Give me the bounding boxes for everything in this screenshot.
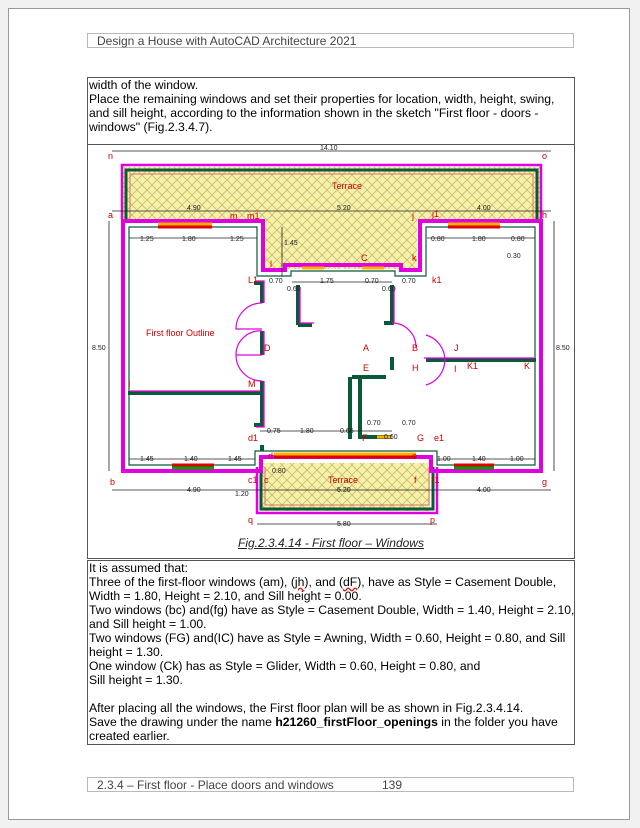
para-spacer bbox=[89, 687, 575, 701]
point-h: h bbox=[542, 210, 548, 220]
footer-page-number: 139 bbox=[382, 778, 403, 792]
dim-bottom-400: 4.00 bbox=[477, 487, 491, 494]
point-J: J bbox=[454, 343, 459, 353]
footer-section: 2.3.4 – First floor - Place doors and windows bbox=[97, 778, 334, 792]
dim-bottom-520: 5.20 bbox=[337, 487, 351, 494]
point-f: f bbox=[414, 475, 417, 485]
dim-125a: 1.25 bbox=[140, 236, 154, 243]
point-D: D bbox=[264, 343, 271, 353]
point-e1: e1 bbox=[434, 433, 445, 443]
dim-right: 4.00 bbox=[477, 205, 491, 212]
point-b: b bbox=[110, 477, 116, 487]
figure-caption: Fig.2.3.4.14 - First floor – Windows bbox=[238, 536, 424, 550]
point-d: d bbox=[268, 451, 274, 461]
dim-bottom-580: 5.80 bbox=[337, 521, 351, 528]
point-c1: c1 bbox=[248, 475, 258, 485]
dim-175: 1.75 bbox=[320, 278, 334, 285]
dim-120: 1.20 bbox=[235, 491, 249, 498]
dim-bottom-490: 4.90 bbox=[187, 487, 201, 494]
body-text bbox=[89, 561, 575, 743]
point-c: c bbox=[264, 475, 269, 485]
dim-070b: 0.70 bbox=[365, 278, 379, 285]
dim-140a: 1.40 bbox=[184, 456, 198, 463]
dim-145a: 1.45 bbox=[140, 456, 154, 463]
dim-065: 0.65 bbox=[340, 428, 354, 435]
para-after-placing: After placing all the windows, the First floor plan will be as shown in Fig.2.3.4.14. bbox=[89, 701, 524, 715]
dim-180c: 1.80 bbox=[300, 428, 314, 435]
point-j: j bbox=[412, 211, 414, 221]
para-sill-height: Sill height = 1.30. bbox=[89, 673, 183, 687]
point-E: E bbox=[363, 363, 370, 373]
point-I: I bbox=[454, 364, 457, 374]
dim-140b: 1.40 bbox=[472, 456, 486, 463]
point-G: G bbox=[417, 433, 425, 443]
point-e: e bbox=[412, 451, 418, 461]
floor-plan-drawing bbox=[92, 145, 570, 533]
dim-060b: 0.60 bbox=[382, 286, 396, 293]
dim-030: 0.30 bbox=[507, 253, 521, 260]
para-assumed: It is assumed that: bbox=[89, 561, 188, 575]
dim-125b: 1.25 bbox=[230, 236, 244, 243]
para-save: Save the drawing under the name h21260_firstFloor_openings in the folder you have created earlier. bbox=[89, 715, 558, 743]
dim-total-top: 14.10 bbox=[320, 145, 338, 152]
para-one-window-glider: One window (Ck) has as Style = Glider, Width = 0.60, Height = 0.80, and bbox=[89, 659, 481, 673]
point-q: q bbox=[248, 515, 254, 525]
point-d1: d1 bbox=[248, 433, 259, 443]
dim-left: 4.90 bbox=[187, 205, 201, 212]
para-two-windows-awning: Two windows (FG) and(IC) have as Style = Awning, Width = 0.60, Height = 0.80, and Sill height = 1.30. bbox=[89, 631, 566, 659]
dim-145v: 1.45 bbox=[284, 240, 298, 247]
point-m: m bbox=[230, 211, 238, 221]
point-k: k bbox=[412, 253, 417, 263]
dim-070c: 0.70 bbox=[402, 278, 416, 285]
point-k1: k1 bbox=[432, 275, 442, 285]
dim-070d: 0.70 bbox=[367, 420, 381, 427]
dim-080b: 0.80 bbox=[511, 236, 525, 243]
dim-060a: 0.60 bbox=[287, 286, 301, 293]
dim-070a: 0.70 bbox=[269, 278, 283, 285]
point-j1: j1 bbox=[432, 209, 440, 219]
point-n: n bbox=[108, 151, 114, 161]
terrace-bottom-label: Terrace bbox=[328, 475, 359, 485]
dim-mid: 5.20 bbox=[337, 205, 351, 212]
dim-075: 0.75 bbox=[267, 428, 281, 435]
dim-100b: 1.00 bbox=[510, 456, 524, 463]
point-m1: m1 bbox=[247, 211, 260, 221]
point-C: C bbox=[361, 253, 368, 263]
header-title: Design a House with AutoCAD Architecture 2021 bbox=[97, 34, 357, 48]
intro-text bbox=[89, 78, 575, 134]
dim-180b: 1.80 bbox=[472, 236, 486, 243]
point-L1: L1 bbox=[248, 275, 259, 285]
dim-060c: 0.60 bbox=[384, 434, 398, 441]
point-K1: K1 bbox=[467, 361, 479, 371]
point-l-left: I bbox=[128, 379, 131, 389]
dim-080a: 0.80 bbox=[431, 236, 445, 243]
point-H: H bbox=[412, 363, 419, 373]
point-a: a bbox=[108, 210, 114, 220]
point-M: M bbox=[248, 379, 256, 389]
intro-line-1: width of the window. bbox=[89, 78, 199, 92]
dim-080v: 0.80 bbox=[272, 468, 286, 475]
dim-100a: 1.00 bbox=[437, 456, 451, 463]
para-two-windows-casement: Two windows (bc) and(fg) have as Style = Casement Double, Width = 1.40, Height = 2.10, and Sill height = 1.00. bbox=[89, 603, 575, 631]
point-o: o bbox=[542, 151, 548, 161]
point-l: l bbox=[270, 259, 272, 269]
dim-850-right: 8.50 bbox=[556, 345, 570, 352]
dim-180a: 1.80 bbox=[182, 236, 196, 243]
file-name: h21260_firstFloor_openings bbox=[275, 715, 438, 729]
dim-145b: 1.45 bbox=[228, 456, 242, 463]
point-f1: f1 bbox=[432, 475, 440, 485]
terrace-top-label: Terrace bbox=[332, 181, 363, 191]
outline-label: First floor Outline bbox=[146, 328, 215, 338]
para-three-windows: Three of the first-floor windows (am), (jh), and (dF), have as Style = Casement Double, Width = 1.80, Height = 2.10, and Sill height = 0.00. bbox=[89, 575, 557, 603]
point-F: F bbox=[362, 433, 368, 443]
point-B: B bbox=[412, 343, 419, 353]
intro-line-2: Place the remaining windows and set their properties for location, width, height, swing, and sill height, according to the information shown in the sketch "First floor - doors - windows" (Fig.2.3.4.7). bbox=[89, 92, 555, 134]
point-p: p bbox=[430, 515, 436, 525]
point-K: K bbox=[524, 361, 531, 371]
dim-850-left: 8.50 bbox=[92, 345, 106, 352]
point-g: g bbox=[542, 477, 548, 487]
dim-070e: 0.70 bbox=[402, 420, 416, 427]
point-A: A bbox=[363, 343, 370, 353]
